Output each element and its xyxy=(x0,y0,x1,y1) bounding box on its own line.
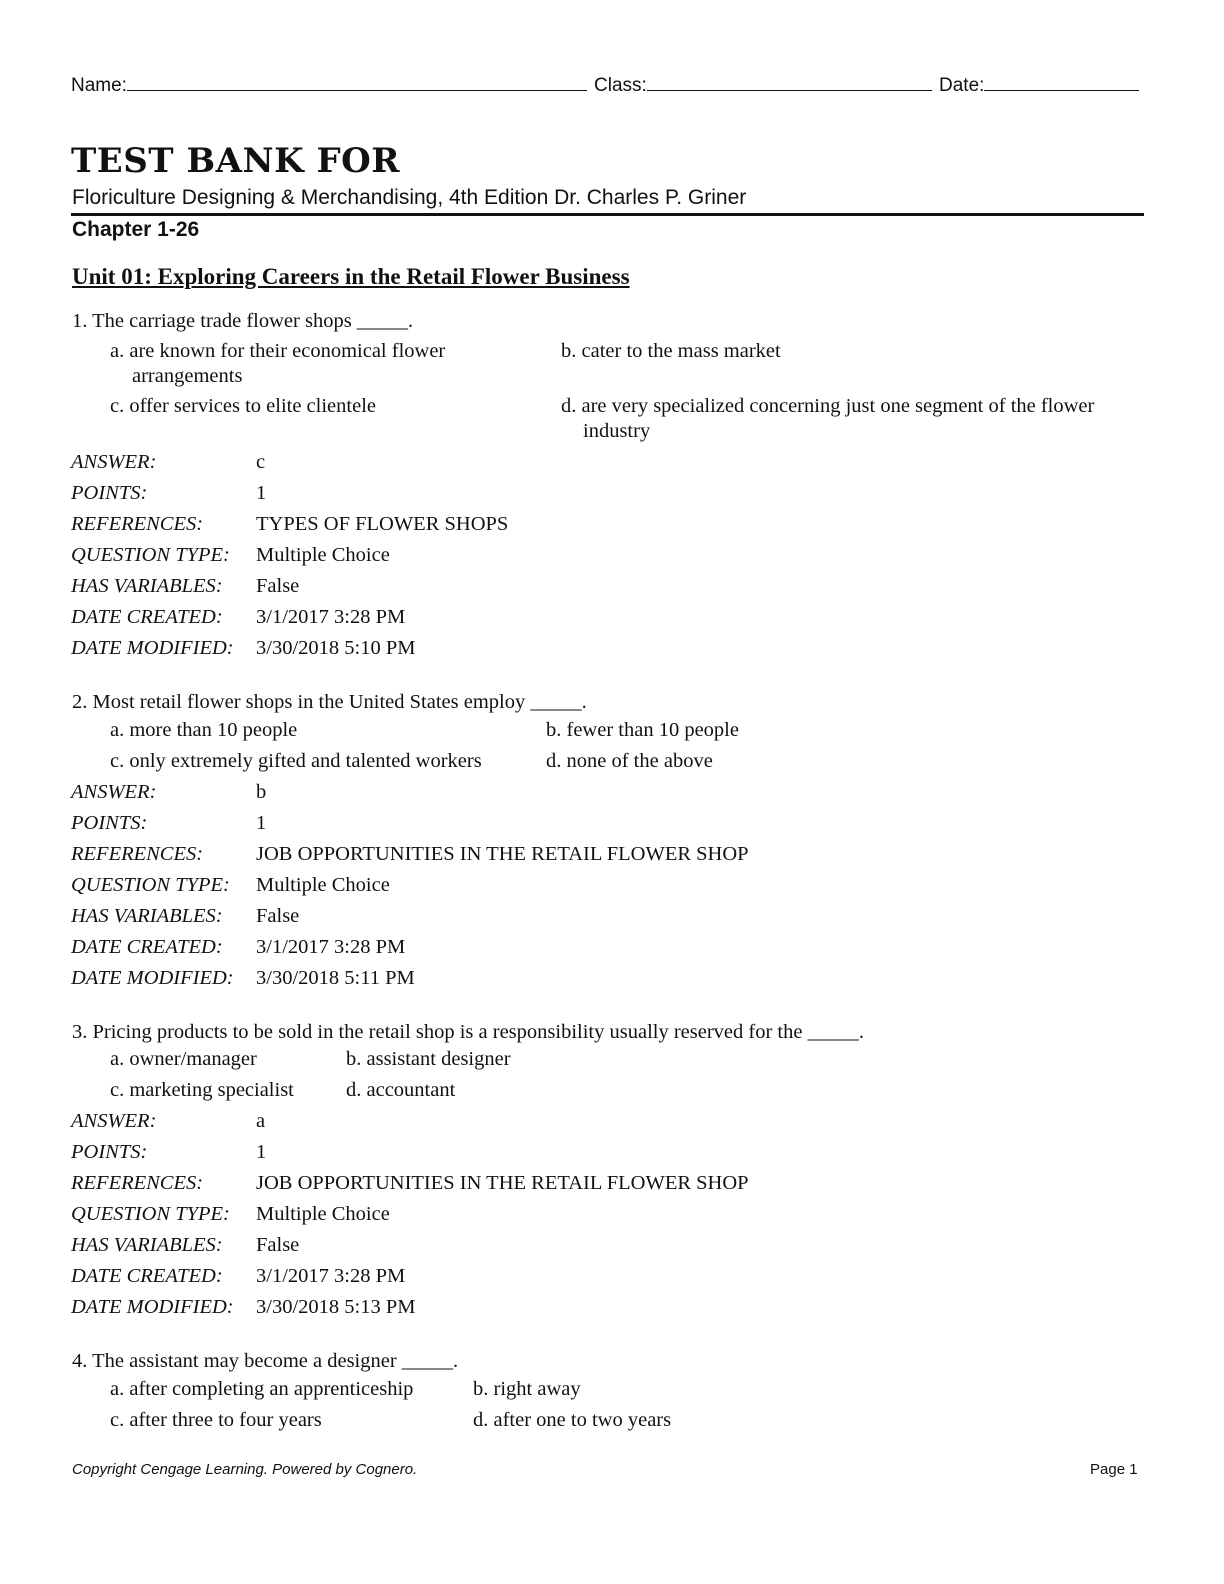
q2-date-modified-label: DATE MODIFIED: xyxy=(71,967,234,989)
q2-question-type-label: QUESTION TYPE: xyxy=(71,874,230,896)
question-3-option-a: a. owner/manager xyxy=(110,1048,257,1070)
question-3-option-c: c. marketing specialist xyxy=(110,1079,294,1101)
date-field xyxy=(939,70,1139,97)
q1-has-variables-label: HAS VARIABLES: xyxy=(71,575,223,597)
q2-points-value: 1 xyxy=(256,812,267,834)
q3-answer-label: ANSWER: xyxy=(71,1110,157,1132)
q3-points-label: POINTS: xyxy=(71,1141,148,1163)
q1-has-variables-value: False xyxy=(256,575,300,597)
q2-references-label: REFERENCES: xyxy=(71,843,204,865)
class-label: Class: xyxy=(594,75,647,96)
question-2-stem: 2. Most retail flower shops in the United States employ _____. xyxy=(72,691,587,713)
question-1-stem: 1. The carriage trade flower shops _____. xyxy=(72,310,414,332)
q3-date-created-value: 3/1/2017 3:28 PM xyxy=(256,1265,406,1287)
name-field xyxy=(71,70,587,97)
q1-references-value: TYPES OF FLOWER SHOPS xyxy=(256,513,509,535)
q3-has-variables-label: HAS VARIABLES: xyxy=(71,1234,223,1256)
question-4-option-c: c. after three to four years xyxy=(110,1409,322,1431)
q1-date-created-value: 3/1/2017 3:28 PM xyxy=(256,606,406,628)
name-label: Name: xyxy=(71,75,127,96)
question-3-option-b: b. assistant designer xyxy=(346,1048,511,1070)
q1-points-value: 1 xyxy=(256,482,267,504)
q3-date-created-label: DATE CREATED: xyxy=(71,1265,223,1287)
q2-answer-value: b xyxy=(256,781,267,803)
date-blank xyxy=(984,70,1139,91)
q2-date-created-value: 3/1/2017 3:28 PM xyxy=(256,936,406,958)
q3-date-modified-label: DATE MODIFIED: xyxy=(71,1296,234,1318)
q3-question-type-value: Multiple Choice xyxy=(256,1203,390,1225)
question-1-option-b: b. cater to the mass market xyxy=(561,340,781,362)
q1-points-label: POINTS: xyxy=(71,482,148,504)
question-2-option-c: c. only extremely gifted and talented workers xyxy=(110,750,482,772)
q2-has-variables-value: False xyxy=(256,905,300,927)
class-field xyxy=(594,70,932,97)
unit-heading: Unit 01: Exploring Careers in the Retail Flower Business xyxy=(72,264,630,289)
q2-references-value: JOB OPPORTUNITIES IN THE RETAIL FLOWER SHOP xyxy=(256,843,749,865)
chapter-heading: Chapter 1-26 xyxy=(72,218,200,241)
question-3-option-d: d. accountant xyxy=(346,1079,456,1101)
question-1-option-c: c. offer services to elite clientele xyxy=(110,395,376,417)
q1-answer-label: ANSWER: xyxy=(71,451,157,473)
question-2-option-a: a. more than 10 people xyxy=(110,719,298,741)
question-3-stem: 3. Pricing products to be sold in the retail shop is a responsibility usually reserved for the _____. xyxy=(72,1021,864,1043)
q3-question-type-label: QUESTION TYPE: xyxy=(71,1203,230,1225)
q2-question-type-value: Multiple Choice xyxy=(256,874,390,896)
q3-references-value: JOB OPPORTUNITIES IN THE RETAIL FLOWER SHOP xyxy=(256,1172,749,1194)
question-2-option-d: d. none of the above xyxy=(546,750,713,772)
book-subtitle: Floriculture Designing & Merchandising, 4th Edition Dr. Charles P. Griner xyxy=(72,186,747,209)
question-4-stem: 4. The assistant may become a designer _____. xyxy=(72,1350,459,1372)
q1-question-type-label: QUESTION TYPE: xyxy=(71,544,230,566)
q1-answer-value: c xyxy=(256,451,266,473)
q1-date-created-label: DATE CREATED: xyxy=(71,606,223,628)
question-4-option-b: b. right away xyxy=(473,1378,581,1400)
page-title: TEST BANK FOR xyxy=(71,141,401,181)
name-blank xyxy=(127,70,587,91)
q3-date-modified-value: 3/30/2018 5:13 PM xyxy=(256,1296,416,1318)
q1-question-type-value: Multiple Choice xyxy=(256,544,390,566)
q1-references-label: REFERENCES: xyxy=(71,513,204,535)
question-1-option-d: d. are very specialized concerning just one segment of the flower industry xyxy=(561,395,1095,442)
question-1-option-a: a. are known for their economical flower arrangements xyxy=(110,340,446,387)
footer-copyright: Copyright Cengage Learning. Powered by Cognero. xyxy=(72,1461,418,1478)
title-divider xyxy=(71,213,1144,216)
class-blank xyxy=(647,70,932,91)
q1-date-modified-value: 3/30/2018 5:10 PM xyxy=(256,637,416,659)
q2-date-modified-value: 3/30/2018 5:11 PM xyxy=(256,967,415,989)
question-4-option-a: a. after completing an apprenticeship xyxy=(110,1378,414,1400)
date-label: Date: xyxy=(939,75,985,96)
q1-date-modified-label: DATE MODIFIED: xyxy=(71,637,234,659)
q3-has-variables-value: False xyxy=(256,1234,300,1256)
q2-points-label: POINTS: xyxy=(71,812,148,834)
question-2-option-b: b. fewer than 10 people xyxy=(546,719,739,741)
q3-references-label: REFERENCES: xyxy=(71,1172,204,1194)
q3-answer-value: a xyxy=(256,1110,266,1132)
q3-points-value: 1 xyxy=(256,1141,267,1163)
q2-has-variables-label: HAS VARIABLES: xyxy=(71,905,223,927)
q2-date-created-label: DATE CREATED: xyxy=(71,936,223,958)
q2-answer-label: ANSWER: xyxy=(71,781,157,803)
question-4-option-d: d. after one to two years xyxy=(473,1409,672,1431)
page-number: Page 1 xyxy=(1090,1461,1138,1478)
